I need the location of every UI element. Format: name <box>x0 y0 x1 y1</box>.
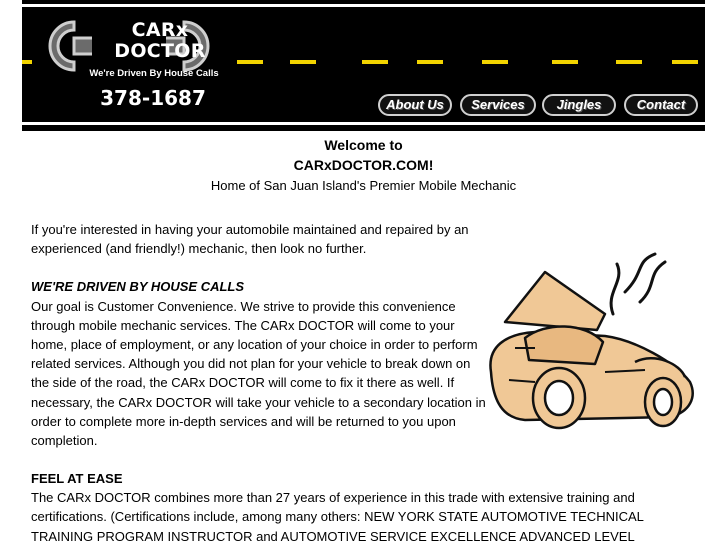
nav-services-button[interactable] <box>460 94 536 116</box>
main-content <box>31 220 486 450</box>
paragraph-gap <box>31 258 486 277</box>
nav-jingles-button[interactable] <box>542 94 616 116</box>
nav-contact-button[interactable] <box>624 94 698 116</box>
welcome-site-name: CARxDOCTOR.COM! <box>293 157 434 173</box>
section-heading-feel-at-ease: FEEL AT EASE <box>31 471 123 486</box>
logo-line-doctor: DOCTOR <box>114 40 206 62</box>
house-calls-paragraph: Our goal is Customer Convenience. We strive to provide this convenience through mobile mechanic services. The CARx DOCTOR will come to your home, place of employment, or any location of your choice in order to perform related services. Although you did not plan for your vehicle to break down on the side of the road, the CARx DOCTOR will come to fix it there as well. If necessary, the CARx DOCTOR will take your vehicle to a secondary location in order to complete more in-depth services and will be returned to you upon completion. <box>31 298 486 449</box>
header-border-top <box>22 4 705 7</box>
logo-tagline: We're Driven By House Calls <box>89 68 219 79</box>
nav-contact-label: Contact <box>636 97 686 112</box>
broken-car-icon <box>485 252 705 452</box>
section-heading-house-calls: WE'RE DRIVEN BY HOUSE CALLS <box>31 279 245 295</box>
welcome-block <box>22 135 705 196</box>
logo-line-carx: CARx <box>131 19 189 41</box>
nav-services-label: Services <box>471 97 525 112</box>
nav-about-us-label: About Us <box>386 97 444 112</box>
intro-paragraph: If you're interested in having your automobile maintained and repaired by an experienced (and friendly!) mechanic, then look no further. <box>31 222 469 257</box>
welcome-subtitle: Home of San Juan Island's Premier Mobile Mechanic <box>210 178 517 193</box>
welcome-line-1: Welcome to <box>324 137 403 153</box>
header-border-bottom <box>22 122 705 125</box>
phone-number: 378-1687 <box>100 86 206 110</box>
site-header <box>22 0 705 131</box>
feel-at-ease-paragraph: The CARx DOCTOR combines more than 27 years of experience in this trade with extensive training and certifications. (Certifications include, among many others: NEW YORK STATE AUTOMOTIVE TECHNICAL TRAINING PROGRAM INSTRUCTOR and AUTOMOTIVE SERVICE EXCELLENCE ADVANCED LEVEL <box>31 490 644 544</box>
feel-at-ease-section <box>31 469 691 546</box>
nav-jingles-label: Jingles <box>556 97 602 112</box>
nav-about-us-button[interactable] <box>378 94 452 116</box>
